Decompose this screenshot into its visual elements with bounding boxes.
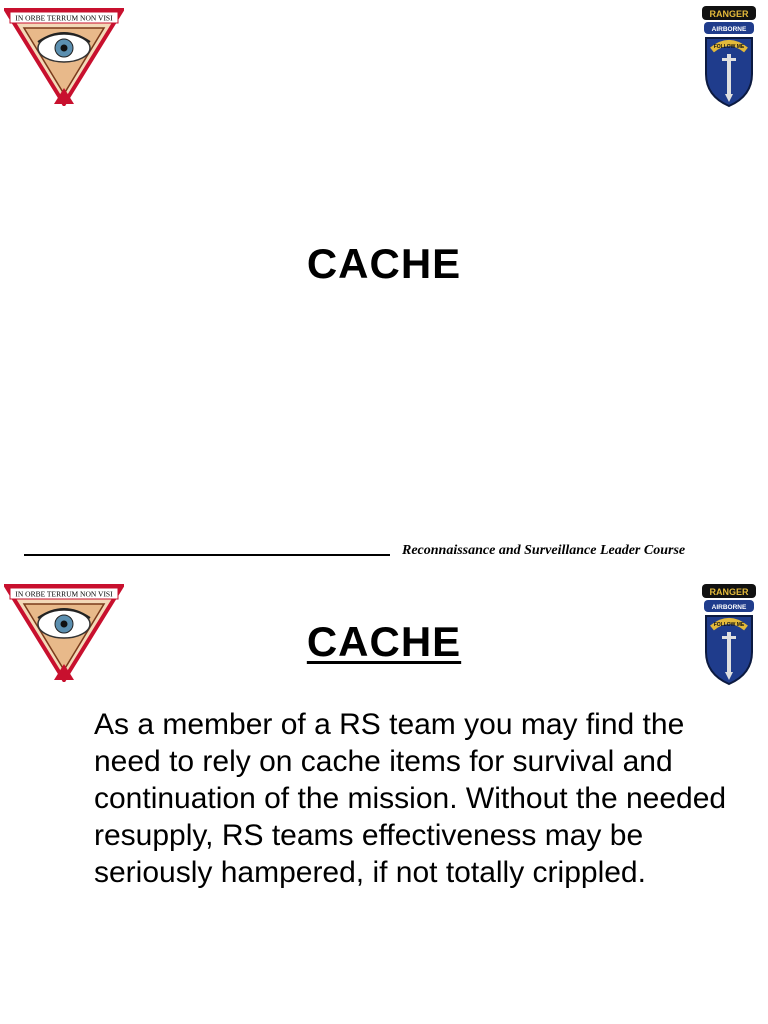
shield-scroll-text: FOLLOW ME (713, 44, 745, 50)
slide-title: CACHE (306, 240, 462, 287)
unit-crest-emblem-icon (4, 6, 124, 106)
course-footer-text: Reconnaissance and Surveillance Leader Course (402, 543, 686, 558)
ranger-tab-text: RANGER (709, 9, 749, 19)
ranger-airborne-shield-icon (698, 4, 760, 108)
crest-motto-text: IN ORBE TERRUM NON VISI (15, 589, 113, 599)
airborne-tab-text: AIRBORNE (711, 26, 747, 33)
footer-divider (24, 554, 390, 556)
airborne-tab-text: AIRBORNE (711, 604, 747, 611)
crest-motto-text: IN ORBE TERRUM NON VISI (15, 13, 113, 23)
ranger-tab-text: RANGER (709, 587, 749, 597)
shield-scroll-text: FOLLOW ME (713, 622, 745, 628)
slide-title: CACHE (306, 618, 462, 665)
content-slide (0, 576, 768, 1024)
slide-body-paragraph: As a member of a RS team you may find the need to rely on cache items for survival and continuation of the mission. Without the needed resupply, RS teams effectiveness may be seriously hampered, if not totally crippled. (94, 708, 727, 889)
